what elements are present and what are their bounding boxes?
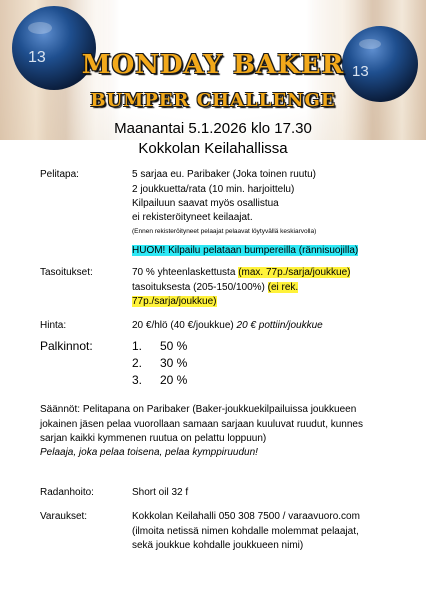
varaukset-line-1: Kokkolan Keilahalli 050 308 7500 / varaavuoro.com — [132, 511, 360, 522]
prize-2-num: 2. — [132, 356, 143, 370]
pelitapa-line-2: 2 joukkuetta/rata (10 min. harjoittelu) — [132, 184, 295, 195]
header-banner — [0, 0, 426, 140]
ball-number-left: 13 — [28, 49, 46, 66]
radanhoito-value: Short oil 32 f — [132, 487, 189, 498]
pelitapa-line-3: Kilpailuun saavat myös osallistua — [132, 198, 279, 209]
pelitapa-line-1: 5 sarjaa eu. Paribaker (Joka toinen ruutu) — [132, 169, 316, 180]
tasoitukset-text-1: 70 % yhteenlaskettusta — [132, 267, 239, 278]
ball-number-right: 13 — [352, 63, 369, 80]
prize-2-pct: 30 % — [160, 356, 188, 370]
palkinnot-label: Palkinnot: — [40, 339, 93, 353]
varaukset-label: Varaukset: — [40, 511, 88, 522]
prize-1-pct: 50 % — [160, 339, 188, 353]
tasoitukset-line-2 — [132, 281, 298, 295]
event-subtitle: BUMPER CHALLENGE — [90, 90, 336, 111]
pelitapa-line-4: ei rekisteröityneet keilaajat. — [132, 212, 253, 223]
saannot-line-3: sarjan kaikki kymmenen ruutua on pelattu loppuun) — [40, 433, 267, 444]
pelitapa-note: (Ennen rekisteröityneet pelaajat pelaavat löytyvällä keskiarvolla) — [132, 228, 317, 235]
hinta-value — [132, 319, 323, 333]
radanhoito-label: Radanhoito: — [40, 487, 94, 498]
prize-3-pct: 20 % — [160, 373, 188, 387]
event-date: Maanantai 5.1.2026 klo 17.30 — [114, 120, 312, 137]
saannot-line-1: Säännöt: Pelitapana on Paribaker (Baker-joukkuekilpailuissa joukkueen — [40, 404, 357, 415]
tasoitukset-line-3: 77p./sarja/joukkue) — [132, 296, 217, 307]
pelitapa-label: Pelitapa: — [40, 169, 79, 180]
event-title: MONDAY BAKER — [81, 50, 345, 80]
saannot-line-2: jokainen jäsen pelaa vuorollaan samaan sarjaan kuuluvat ruudut, kunnes — [40, 419, 363, 430]
saannot-italic-rule: Pelaaja, joka pelaa toisena, pelaa kymppiruudun! — [40, 447, 258, 458]
tasoitukset-max-highlight: (max. 77p./sarja/joukkue) — [238, 267, 351, 278]
tasoitukset-text-2: tasoituksesta (205-150/100%) — [132, 282, 268, 293]
tasoitukset-unregistered-highlight: (ei rek. — [267, 282, 299, 293]
tasoitukset-line-1 — [132, 266, 350, 280]
tasoitukset-label: Tasoitukset: — [40, 267, 93, 278]
varaukset-line-3: sekä joukkue kohdalle joukkueen nimi) — [132, 540, 304, 551]
prize-3-num: 3. — [132, 373, 143, 387]
varaukset-line-2: (ilmoita netissä nimen kohdalle molemmat pelaajat, — [132, 526, 359, 537]
hinta-label: Hinta: — [40, 320, 67, 331]
event-venue: Kokkolan Keilahallissa — [138, 140, 288, 157]
hinta-price: 20 €/hlö (40 €/joukkue) — [132, 320, 237, 331]
prize-1-num: 1. — [132, 339, 143, 353]
hinta-pot: 20 € pottiin/joukkue — [236, 320, 323, 331]
huom-notice: HUOM! Kilpailu pelataan bumpereilla (rännisuojilla) — [132, 245, 359, 256]
